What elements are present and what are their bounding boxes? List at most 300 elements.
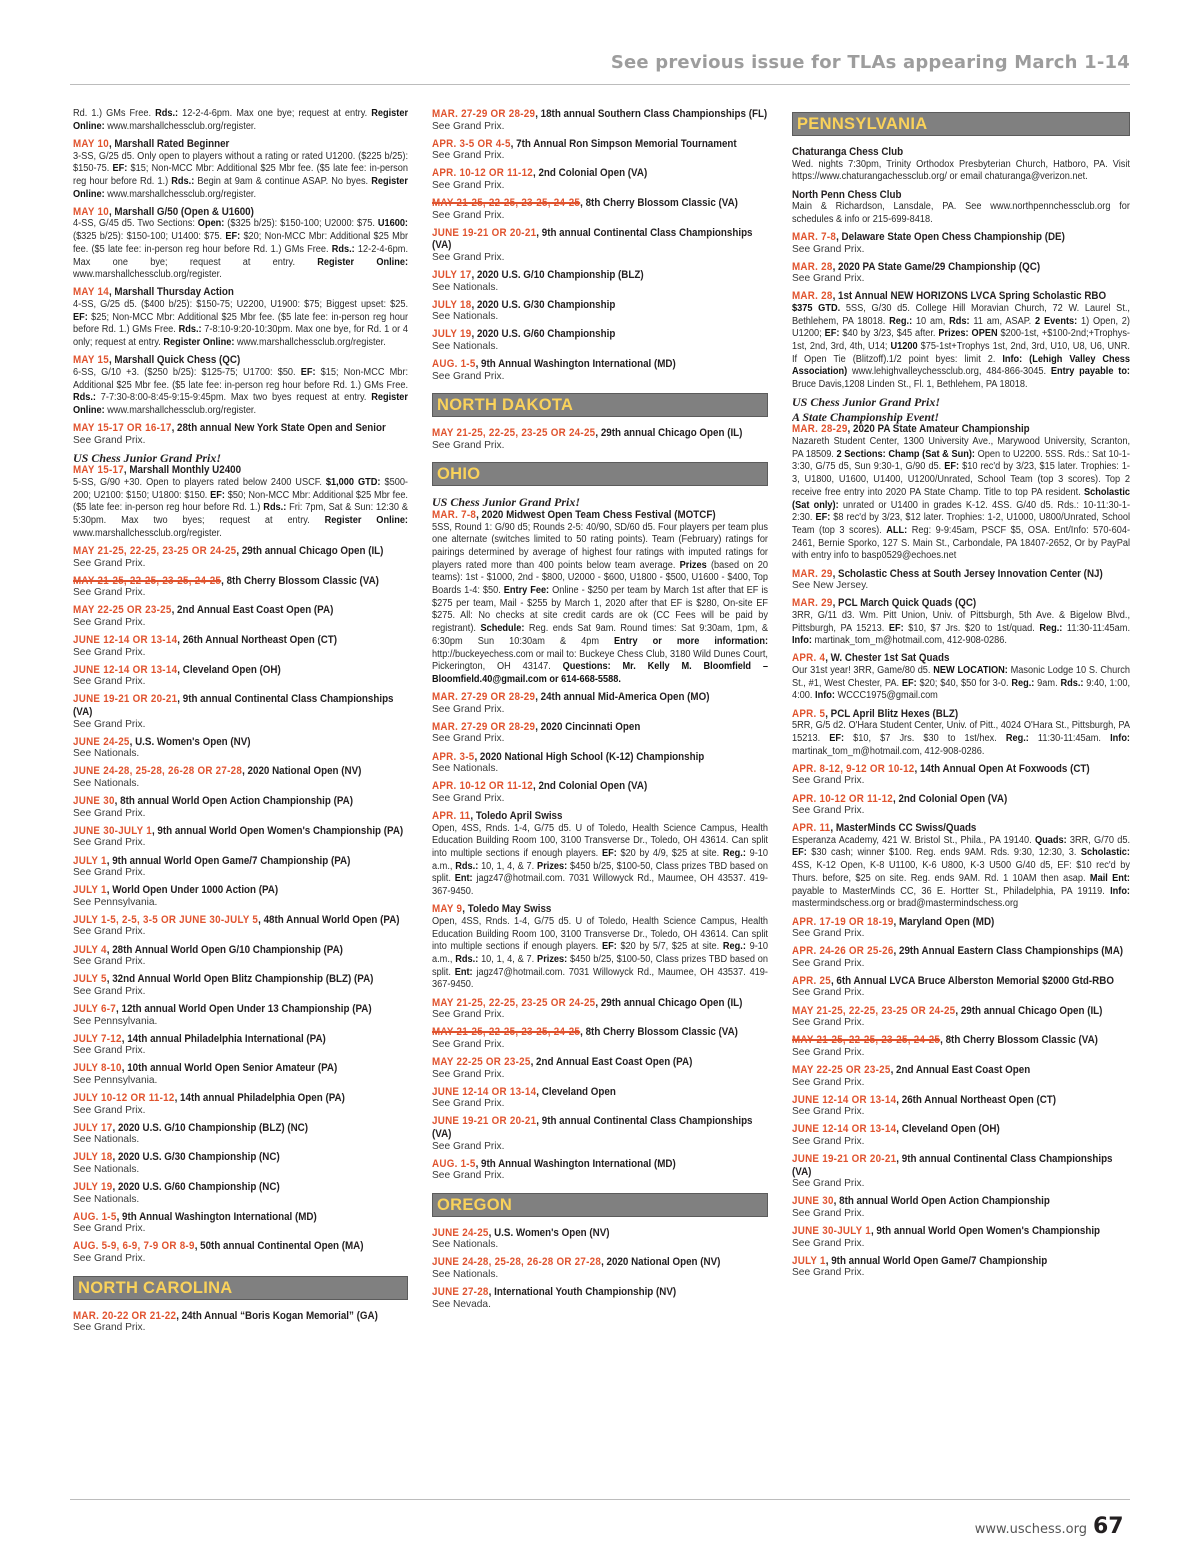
event-date: JUNE 24-25 xyxy=(432,1226,489,1239)
event-title: 29th annual Chicago Open (IL) xyxy=(241,545,384,558)
event-date: MAY 21-25, 22-25, 23-25 OR 24-25 xyxy=(432,427,596,440)
event-date: MAY 22-25 OR 23-25 xyxy=(792,1063,891,1076)
event-note: See Grand Prix. xyxy=(792,987,865,999)
event-title: 8th Cherry Blossom Classic (VA) xyxy=(945,1034,1098,1047)
event-note: See Grand Prix. xyxy=(432,1140,505,1152)
event-details: Our 31st year! 3RR, Game/80 d5. NEW LOCATION: Masonic Lodge 10 S. Church St., #1, West Chester, PA. EF: $20; $40, $50 for 3-0. Reg.: 9am. Rds.: 9:40, 1:00, 4:00. Info: WCCC1975@gmail.com xyxy=(792,665,1130,702)
event-note: See Grand Prix. xyxy=(73,956,146,968)
event-title: 2nd Annual East Coast Open (PA) xyxy=(177,604,334,617)
event-heading: MAY 10, Marshall Rated Beginner xyxy=(73,137,230,150)
event-title: PCL April Blitz Hexes (BLZ) xyxy=(830,707,959,720)
event-date: JULY 17 xyxy=(432,269,472,282)
event-title: 2020 U.S. G/30 Championship (NC) xyxy=(117,1151,280,1164)
event-title: 9th annual World Open Game/7 Championship (PA) xyxy=(112,854,351,867)
event-note: See Grand Prix. xyxy=(73,646,146,658)
event-listing xyxy=(432,1115,768,1153)
junior-grand-prix-tag: US Chess Junior Grand Prix! xyxy=(73,450,222,465)
event-listing xyxy=(792,568,1130,593)
event-listing xyxy=(792,1094,1130,1119)
page-number: 67 xyxy=(1093,1514,1124,1539)
event-title: 9th Annual Washington International (MD) xyxy=(122,1210,317,1223)
event-title: North Penn Chess Club xyxy=(792,188,902,201)
event-date: JULY 7-12 xyxy=(73,1032,122,1045)
event-note: See Grand Prix. xyxy=(73,807,146,819)
event-heading: JUNE 12-14 OR 13-14, 26th Annual Northeast Open (CT) xyxy=(792,1093,1057,1106)
event-title: 2020 Midwest Open Team Chess Festival (MOTCF) xyxy=(481,508,716,521)
event-date: MAR. 28-29 xyxy=(792,423,848,436)
event-date: APR. 25 xyxy=(792,974,831,987)
event-listing xyxy=(432,299,768,324)
event-date: MAY 21-25, 22-25, 23-25 OR 24-25 xyxy=(73,545,237,558)
event-listing xyxy=(73,354,408,417)
state-championship-tag: A State Championship Event! xyxy=(792,409,940,424)
event-date: JUNE 19-21 OR 20-21 xyxy=(73,693,178,706)
event-listing xyxy=(432,751,768,776)
event-note: See Grand Prix. xyxy=(73,1322,146,1334)
event-note: See Pennsylvania. xyxy=(73,1074,158,1086)
event-listing xyxy=(792,652,1130,703)
event-title: PCL March Quick Quads (QC) xyxy=(838,597,977,610)
event-title: 50th annual Continental Open (MA) xyxy=(200,1240,364,1253)
event-heading: MAY 21-25, 22-25, 23-25, 24-25, 8th Cherry Blossom Classic (VA) xyxy=(792,1034,1098,1047)
event-note: See Grand Prix. xyxy=(432,439,505,451)
event-heading: JUNE 12-14 OR 13-14, Cleveland Open (OH) xyxy=(73,663,281,676)
event-title: 18th annual Southern Class Championships (FL) xyxy=(540,108,768,120)
event-note: See Grand Prix. xyxy=(73,718,146,730)
event-listing xyxy=(432,328,768,353)
event-listing xyxy=(73,1092,408,1117)
event-details: Wed. nights 7:30pm, Trinity Orthodox Presbyterian Church, Hatboro, PA. Visit https://www.chaturangachessclub.org/ or email chaturanga@verizon.net. xyxy=(792,158,1130,183)
event-note: See Nationals. xyxy=(73,778,140,790)
event-heading: MAY 21-25, 22-25, 23-25 OR 24-25, 29th annual Chicago Open (IL) xyxy=(792,1004,1103,1017)
event-listing xyxy=(73,575,408,600)
event-heading: MAY 21-25, 22-25, 23-25 OR 24-25, 29th annual Chicago Open (IL) xyxy=(73,545,384,558)
event-listing xyxy=(432,227,768,265)
event-title: Toledo May Swiss xyxy=(467,903,552,916)
event-heading: JUNE 24-25, U.S. Women's Open (NV) xyxy=(432,1226,610,1239)
event-date: JUNE 12-14 OR 13-14 xyxy=(792,1123,897,1136)
event-title: 8th annual World Open Action Championship (PA) xyxy=(120,795,353,808)
event-heading: JULY 1, 9th annual World Open Game/7 Championship xyxy=(792,1254,1048,1267)
column-1 xyxy=(73,108,408,1508)
event-title: 8th Cherry Blossom Classic (VA) xyxy=(226,574,379,587)
event-note: See Grand Prix. xyxy=(792,1106,865,1118)
event-note: See Grand Prix. xyxy=(73,1104,146,1116)
event-date: AUG. 1-5 xyxy=(73,1210,117,1223)
event-date: AUG. 1-5 xyxy=(432,1157,476,1170)
event-heading: APR. 11, Toledo April Swiss xyxy=(432,809,563,822)
event-title: 9th annual Continental Class Championships (VA) xyxy=(792,1153,1113,1178)
event-listing xyxy=(73,1062,408,1087)
event-note: See Nationals. xyxy=(432,341,499,352)
event-date: MAY 14 xyxy=(73,286,109,299)
event-date: MAR. 7-8 xyxy=(792,231,837,243)
event-date: JULY 1 xyxy=(73,884,107,897)
event-heading: MAY 21-25, 22-25, 23-25 OR 24-25, 29th annual Chicago Open (IL) xyxy=(432,996,743,1009)
event-listing xyxy=(432,1026,768,1051)
event-title: 2nd Colonial Open (VA) xyxy=(538,167,648,180)
event-heading: MAR. 27-29 OR 28-29, 2020 Cincinnati Open xyxy=(432,720,641,733)
event-note: See Grand Prix. xyxy=(792,1076,865,1088)
event-note: See Grand Prix. xyxy=(432,1170,505,1182)
event-date: JULY 18 xyxy=(432,298,472,311)
event-heading: JUNE 27-28, International Youth Championship (NV) xyxy=(432,1286,677,1299)
event-listing xyxy=(792,763,1130,788)
event-listing xyxy=(792,290,1130,392)
event-title: 2nd Colonial Open (VA) xyxy=(898,792,1008,805)
event-listing xyxy=(432,810,768,899)
event-note: See Nationals. xyxy=(432,1269,499,1281)
event-note: See Grand Prix. xyxy=(432,703,505,715)
event-heading: MAR. 7-8, Delaware State Open Chess Championship (DE) xyxy=(792,231,1065,243)
event-date: MAR. 29 xyxy=(792,597,833,610)
event-date: MAY 15 xyxy=(73,354,109,367)
state-header: OREGON xyxy=(432,1193,768,1217)
event-note: See Grand Prix. xyxy=(73,867,146,879)
event-note: See Grand Prix. xyxy=(73,587,146,599)
event-details: 3-SS, G/25 d5. Only open to players without a rating or rated U1200. ($225 b/25): $150-75. EF: $15; Non-MCC Mbr: Additional $25 Mbr fee. ($5 late fee: in-person reg hour before Rd. 1.) Rds.: Begin at 9am & continue ASAP. No byes. Register Online: www.marshallchessclub.org/register. xyxy=(73,150,408,200)
event-heading: JUNE 19-21 OR 20-21, 9th annual Continental Class Championships (VA) xyxy=(432,226,753,252)
event-heading: APR. 3-5 OR 4-5, 7th Annual Ron Simpson Memorial Tournament xyxy=(432,137,737,150)
event-note: See Grand Prix. xyxy=(73,985,146,997)
event-date: JULY 1 xyxy=(792,1254,826,1267)
event-date: MAR. 28 xyxy=(792,260,833,273)
event-note: See Grand Prix. xyxy=(432,733,505,745)
event-heading: JUNE 30, 8th annual World Open Action Championship xyxy=(792,1195,1050,1208)
event-heading: MAY 14, Marshall Thursday Action xyxy=(73,286,234,299)
event-details: 6-SS, G/10 +3. ($250 b/25): $125-75; U1700: $50. EF: $15; Non-MCC Mbr: Additional $25 Mbr fee. ($5 late fee: in-person reg hour before Rd. 1.) GMs Free. Rds.: 7-7:30-8:00-8:45-9:15-9:45pm. Max two byes request at entry. Register Online: www.marshallchessclub.org/register. xyxy=(73,366,408,417)
event-note: See Grand Prix. xyxy=(432,1009,505,1021)
event-heading: JUNE 19-21 OR 20-21, 9th annual Continental Class Championships (VA) xyxy=(73,693,394,719)
event-listing xyxy=(792,146,1130,184)
event-heading: JULY 17, 2020 U.S. G/10 Championship (BLZ) (NC) xyxy=(73,1121,309,1134)
event-listing xyxy=(792,1034,1130,1059)
event-heading: JUNE 30, 8th annual World Open Action Championship (PA) xyxy=(73,795,353,808)
event-date: APR. 10-12 OR 11-12 xyxy=(792,792,894,805)
event-listing xyxy=(792,1005,1130,1030)
event-title: 28th annual New York State Open and Senior xyxy=(177,422,386,435)
event-listing xyxy=(73,1181,408,1206)
event-heading: APR. 4, W. Chester 1st Sat Quads xyxy=(792,652,950,665)
event-note: See Grand Prix. xyxy=(792,243,865,255)
event-title: 2nd Annual East Coast Open xyxy=(896,1063,1031,1076)
event-note: See Grand Prix. xyxy=(73,434,146,446)
event-note: See Nationals. xyxy=(432,281,499,293)
event-title: 8th Cherry Blossom Classic (VA) xyxy=(585,197,738,210)
event-date: JUNE 19-21 OR 20-21 xyxy=(432,226,537,239)
event-heading: APR. 10-12 OR 11-12, 2nd Colonial Open (VA) xyxy=(792,792,1008,805)
event-heading: JULY 17, 2020 U.S. G/10 Championship (BLZ) xyxy=(432,269,644,282)
event-note: See Grand Prix. xyxy=(432,370,505,382)
event-heading: JULY 8-10, 10th annual World Open Senior Amateur (PA) xyxy=(73,1062,338,1075)
event-listing xyxy=(73,914,408,939)
event-heading: JULY 6-7, 12th annual World Open Under 13 Championship (PA) xyxy=(73,1002,372,1015)
event-heading: MAR. 28-29, 2020 PA State Amateur Championship xyxy=(792,423,1030,436)
event-note: See Grand Prix. xyxy=(73,676,146,688)
event-date: JUNE 30-JULY 1 xyxy=(792,1224,871,1237)
event-title: 14th annual Philadelphia International (PA) xyxy=(127,1032,326,1045)
event-note: See Grand Prix. xyxy=(432,120,505,132)
event-title: 6th Annual LVCA Bruce Alberston Memorial $2000 Gtd-RBO xyxy=(836,974,1114,987)
event-heading: MAR. 29, Scholastic Chess at South Jersey Innovation Center (NJ) xyxy=(792,567,1103,580)
event-date: APR. 4 xyxy=(792,652,826,665)
event-date: APR. 3-5 OR 4-5 xyxy=(432,137,511,150)
event-listing xyxy=(73,452,408,541)
event-date: MAR. 27-29 OR 28-29 xyxy=(432,108,536,120)
event-date: JUNE 30 xyxy=(73,795,115,808)
event-listing xyxy=(792,1123,1130,1148)
event-date: APR. 8-12, 9-12 OR 10-12 xyxy=(792,762,915,775)
event-details: 5-SS, G/90 +30. Open to players rated below 2400 USCF. $1,000 GTD: $500-200; U2100: $150; U1800: $150. EF: $50; Non-MCC Mbr: Additional $25 Mbr fee. ($5 late fee: in-person reg hour before Rd. 1.) Rds.: Fri: 7pm, Sat & Sun: 12:30 & 5:30pm. Max two byes; request at entry. Register Online: www.marshallchessclub.org/register. xyxy=(73,477,408,539)
event-heading: JULY 4, 28th Annual World Open G/10 Championship (PA) xyxy=(73,943,343,956)
event-heading: APR. 25, 6th Annual LVCA Bruce Alberston Memorial $2000 Gtd-RBO xyxy=(792,974,1114,987)
event-title: 14th annual Philadelphia Open (PA) xyxy=(180,1092,345,1104)
event-title: Toledo April Swiss xyxy=(475,809,563,822)
event-heading: MAY 10, Marshall G/50 (Open & U1600) xyxy=(73,205,254,218)
event-title: 24th Annual “Boris Kogan Memorial” (GA) xyxy=(181,1309,378,1322)
event-heading: JUNE 30-JULY 1, 9th annual World Open Women's Championship xyxy=(792,1224,1101,1237)
event-listing xyxy=(73,1033,408,1058)
event-listing xyxy=(73,1310,408,1335)
event-title: Cleveland Open (OH) xyxy=(901,1123,1000,1136)
event-note: See Grand Prix. xyxy=(432,150,505,162)
event-note: See Grand Prix. xyxy=(73,617,146,628)
event-date: JULY 1 xyxy=(73,854,107,867)
event-title: 9th Annual Washington International (MD) xyxy=(481,358,676,371)
event-date: MAR. 27-29 OR 28-29 xyxy=(432,720,536,733)
event-date: MAY 22-25 OR 23-25 xyxy=(73,604,172,617)
event-title: W. Chester 1st Sat Quads xyxy=(830,652,950,665)
continued-text xyxy=(73,108,408,133)
event-note: See Grand Prix. xyxy=(73,926,146,938)
event-listing xyxy=(432,427,768,452)
event-heading: JULY 1, 9th annual World Open Game/7 Championship (PA) xyxy=(73,854,351,867)
event-title: Marshall Rated Beginner xyxy=(114,137,230,150)
event-listing xyxy=(432,1286,768,1311)
event-date: APR. 10-12 OR 11-12 xyxy=(432,167,534,180)
event-heading: JUNE 24-25, U.S. Women's Open (NV) xyxy=(73,735,251,748)
event-heading: JULY 7-12, 14th annual Philadelphia International (PA) xyxy=(73,1032,326,1045)
event-note: See Grand Prix. xyxy=(792,273,865,285)
event-heading: MAY 15, Marshall Quick Chess (QC) xyxy=(73,354,241,367)
event-heading: MAR. 28, 1st Annual NEW HORIZONS LVCA Spring Scholastic RBO xyxy=(792,290,1107,303)
event-heading: APR. 10-12 OR 11-12, 2nd Colonial Open (VA) xyxy=(432,167,648,180)
event-title: 9th annual Continental Class Championships (VA) xyxy=(432,226,753,252)
event-heading: JUNE 30-JULY 1, 9th annual World Open Women's Championship (PA) xyxy=(73,824,404,837)
footer-url: www.uschess.org xyxy=(974,1522,1087,1537)
event-listing xyxy=(432,197,768,222)
event-listing xyxy=(432,496,768,686)
event-note: See Grand Prix. xyxy=(792,1267,865,1279)
event-date: APR. 17-19 OR 18-19 xyxy=(792,915,894,928)
event-listing xyxy=(73,855,408,880)
event-listing xyxy=(792,822,1130,911)
event-title: Delaware State Open Chess Championship (DE) xyxy=(841,231,1065,243)
event-date: JULY 8-10 xyxy=(73,1062,122,1075)
event-details: Open, 4SS, Rnds. 1-4, G/75 d5. U of Toledo, Health Science Campus, Health Education Building Room 100, 3100 Transverse Dr., Toledo, OH 43614. Can split into multiple sections if enough players. EF: $20 by 4/9, $25 at site. Reg.: 9-10 a.m., Rds.: 10, 1, 4, & 7. Prizes: $450 b/25, $100-50, Class prizes TBD based on split. Ent: jagz47@hotmail.com. 7031 Willowyck Rd., Maumee, OH 43537. 419-367-9450. xyxy=(432,822,768,898)
event-heading: JUNE 12-14 OR 13-14, Cleveland Open xyxy=(432,1085,616,1098)
state-header: NORTH CAROLINA xyxy=(73,1276,408,1300)
event-date: JUNE 24-25 xyxy=(73,735,130,748)
event-title: Marshall Quick Chess (QC) xyxy=(114,354,241,367)
event-date: MAR. 28 xyxy=(792,290,833,303)
event-details: Nazareth Student Center, 1300 University Ave., Marywood University, Scranton, PA 18509. 2 Sections: Champ (Sat & Sun): Open to U2200. 5SS. Rds.: Sat 10-1-3:30, G/75 d5, Sun 9:30-1, G/90 d5. EF: $10 rec'd by 3/23, $15 later. Trophies: 1-3, U1800, U1600, U1400, U1200/Unrated, School Team (top 3 scores). Top 2 receive free entry into 2020 PA State Champ. Title to top PA resident. Scholastic (Sat only): unrated or U1400 in grades K-12. 4SS. G/40 d5. Rds.: 10-11:30-1-2:30. EF: $8 rec'd by 3/23, $12 later. Trophies: 1-2, U1000, U800/Unrated, School Team (top 3 scores). ALL: Reg: 9-9:45am, PSCF $5, OSA. Ent/Info: 570-604-2461, Bernie Sporko, 127 S. Main St., Carbondale, PA 18407-2652, Or by PayPal with entry info to basp0529@echoes.net xyxy=(792,435,1130,562)
event-note: See Grand Prix. xyxy=(792,1207,865,1219)
event-date: APR. 11 xyxy=(792,822,831,835)
event-note: See Nevada. xyxy=(432,1298,491,1310)
event-listing xyxy=(73,664,408,689)
event-heading: JUNE 24-28, 25-28, 26-28 OR 27-28, 2020 National Open (NV) xyxy=(73,765,362,778)
event-listing xyxy=(432,780,768,805)
event-date: MAY 22-25 OR 23-25 xyxy=(432,1055,531,1068)
event-listing xyxy=(73,1003,408,1028)
event-heading: MAY 9, Toledo May Swiss xyxy=(432,903,552,916)
event-date: JUNE 27-28 xyxy=(432,1286,489,1299)
event-listing xyxy=(432,721,768,746)
event-listing xyxy=(432,1056,768,1081)
event-listing xyxy=(792,1195,1130,1220)
event-note: See Grand Prix. xyxy=(792,805,865,817)
event-heading: APR. 24-26 OR 25-26, 29th Annual Eastern Class Championships (MA) xyxy=(792,945,1124,958)
event-title: Cleveland Open xyxy=(541,1085,616,1098)
event-date: MAY 21-25, 22-25, 23-25, 24-25 xyxy=(73,574,222,587)
event-note: See Grand Prix. xyxy=(792,1237,865,1249)
event-heading: APR. 8-12, 9-12 OR 10-12, 14th Annual Open At Foxwoods (CT) xyxy=(792,762,1090,775)
header-divider xyxy=(70,84,1130,85)
event-listing xyxy=(432,358,768,383)
event-note: See Pennsylvania. xyxy=(73,1015,158,1027)
event-listing xyxy=(73,973,408,998)
event-listing xyxy=(73,1151,408,1176)
event-note: See Nationals. xyxy=(73,1163,140,1175)
event-date: JULY 18 xyxy=(73,1151,113,1164)
event-title: Maryland Open (MD) xyxy=(899,915,995,928)
event-title: 8th Cherry Blossom Classic (VA) xyxy=(585,1026,738,1039)
event-note: See Grand Prix. xyxy=(432,1038,505,1050)
event-date: MAY 15-17 xyxy=(73,464,124,477)
event-note: See Nationals. xyxy=(432,311,499,323)
event-details: 5RR, G/5 d2. O'Hara Student Center, Univ. of Pitt., 4024 O'Hara St., Pittsburgh, PA 15213. EF: $10, $7 Jrs. $30 to 1st/hex. Reg.: 11:30-11:45am. Info: martinak_tom_m@hotmail.com, 412-908-0286. xyxy=(792,720,1130,757)
event-title: U.S. Women's Open (NV) xyxy=(494,1226,610,1239)
event-heading: MAY 21-25, 22-25, 23-25, 24-25, 8th Cherry Blossom Classic (VA) xyxy=(73,574,379,587)
event-date: MAY 10 xyxy=(73,205,109,218)
event-title: Cleveland Open (OH) xyxy=(182,663,281,676)
event-heading: JULY 18, 2020 U.S. G/30 Championship xyxy=(432,298,616,311)
event-listing xyxy=(432,997,768,1022)
event-date: APR. 10-12 OR 11-12 xyxy=(432,780,534,793)
event-date: APR. 3-5 xyxy=(432,750,475,763)
event-listing xyxy=(792,189,1130,227)
event-date: MAY 21-25, 22-25, 23-25, 24-25 xyxy=(792,1034,941,1047)
event-title: 2020 National Open (NV) xyxy=(247,765,362,778)
event-title: 2020 PA State Amateur Championship xyxy=(853,423,1030,436)
event-note: See Grand Prix. xyxy=(73,1253,146,1265)
event-title: 29th Annual Eastern Class Championships (MA) xyxy=(899,945,1124,958)
event-heading: APR. 3-5, 2020 National High School (K-12) Championship xyxy=(432,750,705,763)
event-listing xyxy=(73,422,408,447)
event-title: 48th Annual World Open (PA) xyxy=(263,913,400,926)
event-note: See Nationals. xyxy=(73,1134,140,1146)
event-note: See Grand Prix. xyxy=(432,792,505,804)
event-title: 2020 U.S. G/10 Championship (BLZ) xyxy=(476,269,644,282)
event-listing xyxy=(73,765,408,790)
event-heading: MAY 21-25, 22-25, 23-25 OR 24-25, 29th annual Chicago Open (IL) xyxy=(432,427,743,440)
event-listing xyxy=(792,708,1130,759)
event-title: International Youth Championship (NV) xyxy=(494,1286,677,1299)
event-listing xyxy=(73,138,408,201)
event-heading: MAR. 20-22 OR 21-22, 24th Annual “Boris Kogan Memorial” (GA) xyxy=(73,1309,378,1322)
event-note: See Nationals. xyxy=(432,763,499,775)
event-date: JUNE 19-21 OR 20-21 xyxy=(792,1153,897,1165)
event-note: See Nationals. xyxy=(73,1193,140,1205)
event-heading: JULY 18, 2020 U.S. G/30 Championship (NC) xyxy=(73,1151,280,1164)
event-date: JULY 4 xyxy=(73,943,107,956)
event-title: 32nd Annual World Open Blitz Championship (BLZ) (PA) xyxy=(112,973,374,986)
event-title: Marshall Monthly U2400 xyxy=(129,464,242,477)
event-details: 5SS, Round 1: G/90 d5; Rounds 2-5: 40/90, SD/60 d5. Four players per team plus one alternate (switches limited to 50 rating points). Team (February) ratings for pairings determined by average of highest four ratings with imputed ratings for players rated more than 400 points below team average. Prizes (based on 20 teams): 1st - $1000, 2nd - $800, U2000 - $600, U1800 - $500, U1600 - $400, Top Boards 1-4: $50. Entry Fee: Online - $250 per team by March 1st after that EF is $275 per team, Mail - $255 by March 1, 2020 after that EF is $280, On-site EF $275. All: No checks at site credit cards are ok (CC Fees will be paid by registrant). Schedule: Reg. ends Sat 9am. Round times: Sat 9:30am, 1pm, & 6:30pm Sun 10:30am & 4pm Entry or more information: http://buckeyechess.com or mail to: Buckeye Chess Club, 3180 Wild Dunes Court, Pickerington, OH 43147. Questions: Mr. Kelly M. Bloomfield – Bloomfield.40@gmail.com or 614-668-5588. xyxy=(432,521,768,685)
event-title: 2020 U.S. G/60 Championship xyxy=(476,328,616,341)
event-date: MAY 21-25, 22-25, 23-25 OR 24-25 xyxy=(792,1004,956,1017)
state-header: NORTH DAKOTA xyxy=(432,393,768,417)
column-2 xyxy=(432,108,768,1508)
state-header: PENNSYLVANIA xyxy=(792,112,1130,136)
event-title: 2020 U.S. G/60 Championship (NC) xyxy=(117,1181,280,1194)
event-listing xyxy=(73,604,408,629)
event-note: See Grand Prix. xyxy=(73,837,146,849)
event-listing xyxy=(73,545,408,570)
event-details: Main & Richardson, Lansdale, PA. See www.northpennchessclub.org for schedules & info or 215-699-8418. xyxy=(792,201,1130,225)
event-listing xyxy=(73,286,408,349)
event-title: 24th annual Mid-America Open (MO) xyxy=(540,691,710,704)
event-heading: JULY 5, 32nd Annual World Open Blitz Championship (BLZ) (PA) xyxy=(73,973,374,986)
event-note: See New Jersey. xyxy=(792,580,869,592)
event-listing xyxy=(792,1153,1130,1191)
event-note: See Grand Prix. xyxy=(792,957,865,969)
event-date: JUNE 12-14 OR 13-14 xyxy=(73,634,178,647)
event-listing xyxy=(73,736,408,761)
event-title: 26th Annual Northeast Open (CT) xyxy=(182,634,338,647)
event-note: See Pennsylvania. xyxy=(73,896,158,908)
event-heading xyxy=(792,146,1130,159)
event-title: Scholastic Chess at South Jersey Innovation Center (NJ) xyxy=(838,567,1103,580)
event-date: APR. 24-26 OR 25-26 xyxy=(792,945,894,958)
event-date: JUNE 30-JULY 1 xyxy=(73,824,152,837)
event-heading: MAR. 28, 2020 PA State Game/29 Championship (QC) xyxy=(792,260,1041,273)
event-listing xyxy=(73,206,408,282)
event-listing xyxy=(792,793,1130,818)
event-listing xyxy=(432,903,768,992)
event-note: See Grand Prix. xyxy=(792,928,865,940)
event-listing xyxy=(792,1225,1130,1250)
event-title: 9th Annual Washington International (MD) xyxy=(481,1157,676,1170)
event-heading: JUNE 19-21 OR 20-21, 9th annual Continental Class Championships (VA) xyxy=(792,1153,1113,1178)
event-listing xyxy=(432,1256,768,1281)
event-listing xyxy=(792,1255,1130,1280)
event-listing xyxy=(432,138,768,163)
event-title: 9th annual Continental Class Championships (VA) xyxy=(432,1115,753,1140)
event-date: JUNE 24-28, 25-28, 26-28 OR 27-28 xyxy=(432,1256,602,1269)
event-date: JUNE 19-21 OR 20-21 xyxy=(432,1115,537,1128)
event-listing xyxy=(73,944,408,969)
event-heading: MAY 22-25 OR 23-25, 2nd Annual East Coast Open (PA) xyxy=(432,1055,693,1068)
event-note: See Grand Prix. xyxy=(432,209,505,221)
event-heading: JULY 1-5, 2-5, 3-5 OR JUNE 30-JULY 5, 48th Annual World Open (PA) xyxy=(73,913,400,926)
event-details: Rd. 1.) GMs Free. Rds.: 12-2-4-6pm. Max one bye; request at entry. Register Online: www.marshallchessclub.org/register. xyxy=(73,108,408,132)
event-date: AUG. 1-5 xyxy=(432,358,476,371)
event-title: 9th annual World Open Game/7 Championship xyxy=(831,1254,1048,1267)
event-title: World Open Under 1000 Action (PA) xyxy=(112,884,279,897)
event-heading: MAR. 7-8, 2020 Midwest Open Team Chess Festival (MOTCF) xyxy=(432,508,716,521)
